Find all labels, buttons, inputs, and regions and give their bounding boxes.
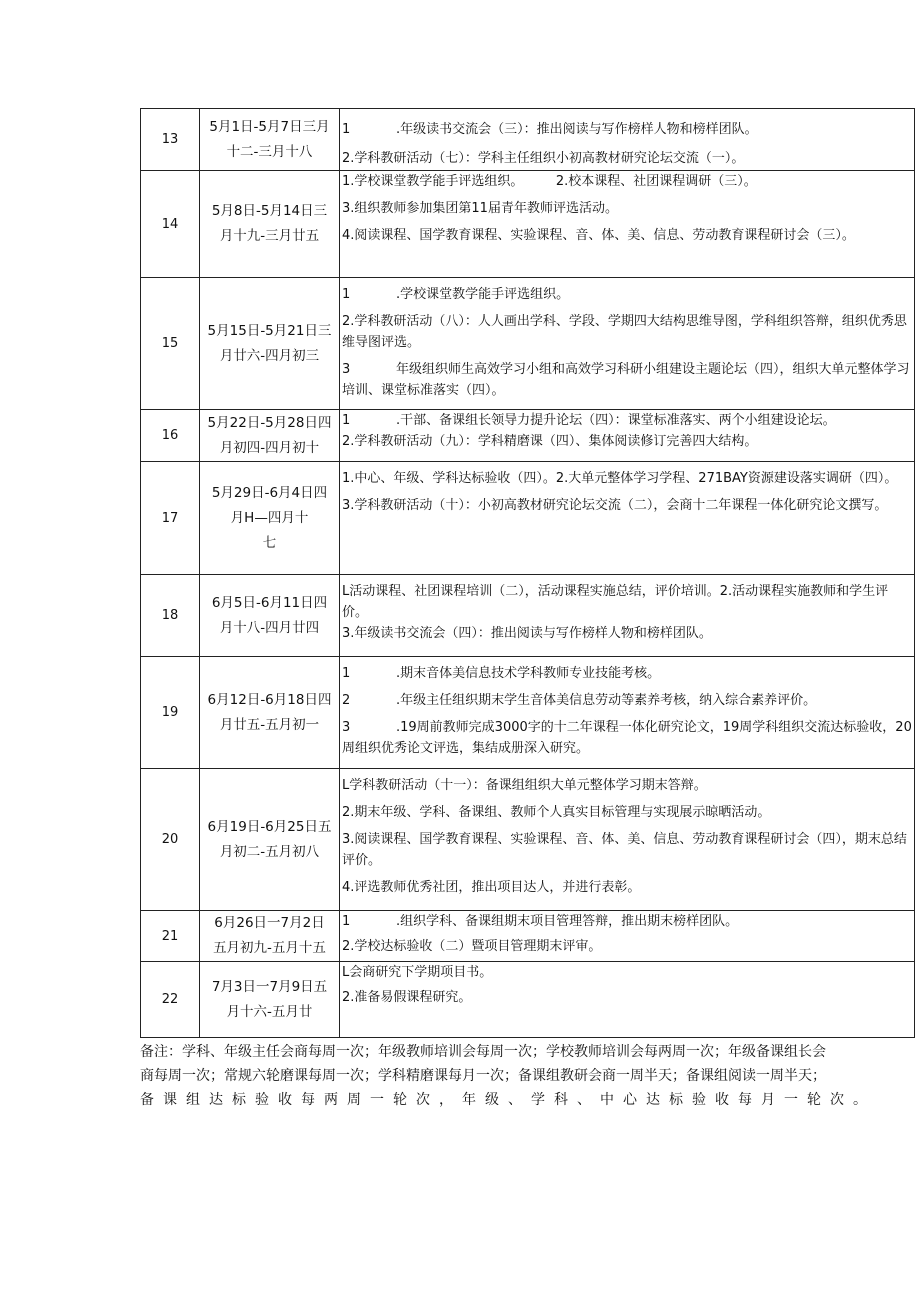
date-range: 5月8日-5月14日三 月十九-三月廿五 <box>200 171 340 278</box>
week-number: 17 <box>141 462 200 575</box>
activity-item: 2.学科教研活动（九）：学科精磨课（四）、集体阅读修订完善四大结构。 <box>342 434 758 449</box>
week-number: 13 <box>141 109 200 171</box>
activity-cell <box>340 410 915 462</box>
activity-item: 4.评选教师优秀社团，推出项目达人，并进行表彰。 <box>342 880 641 895</box>
activity-item: 1 .干部、备课组长领导力提升论坛（四）：课堂标准落实、两个小组建设论坛。 <box>342 413 836 428</box>
week-number: 14 <box>141 171 200 278</box>
week-number: 19 <box>141 657 200 769</box>
remarks-line: 备课组达标验收每两周一轮次，年级、学科、中心达标验收每月一轮次。 <box>140 1092 876 1108</box>
activity-item: 3.学科教研活动（十）：小初高教材研究论坛交流（二），会商十二年课程一体化研究论文撰写。 <box>342 498 888 513</box>
activity-item: 1 .组织学科、备课组期末项目管理答辩，推出期末榜样团队。 <box>342 914 739 929</box>
table-row <box>141 911 915 962</box>
table-row <box>141 462 915 575</box>
activity-item: 1 .学校课堂教学能手评选组织。 <box>342 287 570 302</box>
activity-item: 3.年级读书交流会（四）：推出阅读与写作榜样人物和榜样团队。 <box>342 626 712 641</box>
date-range: 5月22日-5月28日四 月初四-四月初十 <box>200 410 340 462</box>
activity-cell <box>340 278 915 410</box>
table-row <box>141 962 915 1038</box>
remarks <box>140 1040 896 1112</box>
activity-cell <box>340 109 915 171</box>
activity-item: 3.阅读课程、国学教育课程、实验课程、音、体、美、信息、劳动教育课程研讨会（四），期末总结评价。 <box>342 832 907 868</box>
week-number: 20 <box>141 769 200 911</box>
activity-item: 3 .19周前教师完成3000字的十二年课程一体化研究论文，19周学科组织交流达标验收，20周组织优秀论文评选，集结成册深入研究。 <box>342 720 912 756</box>
activity-cell <box>340 657 915 769</box>
table-row <box>141 657 915 769</box>
remarks-line: 备注：学科、年级主任会商每周一次；年级教师培训会每周一次；学校教师培训会每两周一次；年级备课组长会 <box>140 1044 826 1060</box>
remarks-line: 商每周一次；常规六轮磨课每周一次；学科精磨课每月一次；备课组教研会商一周半天；备课组阅读一周半天； <box>140 1068 826 1084</box>
activity-item: 1 .年级读书交流会（三）：推出阅读与写作榜样人物和榜样团队。 <box>342 122 758 137</box>
week-number: 22 <box>141 962 200 1038</box>
table-row <box>141 278 915 410</box>
week-number: 18 <box>141 575 200 657</box>
date-range: 6月12日-6月18日四 月廿五-五月初一 <box>200 657 340 769</box>
table-row <box>141 171 915 278</box>
schedule-table <box>140 108 915 1038</box>
table-row <box>141 575 915 657</box>
date-range: 5月1日-5月7日三月 十二-三月十八 <box>200 109 340 171</box>
date-range: 6月26日一7月2日 五月初九-五月十五 <box>200 911 340 962</box>
activity-item: 4.阅读课程、国学教育课程、实验课程、音、体、美、信息、劳动教育课程研讨会（三）。 <box>342 228 855 243</box>
activity-cell <box>340 171 915 278</box>
date-range: 6月5日-6月11日四 月十八-四月廿四 <box>200 575 340 657</box>
activity-item: 1.中心、年级、学科达标验收（四）。2.大单元整体学习学程、271BAY资源建设落实调研（四）。 <box>342 471 898 486</box>
activity-item: 1.学校课堂教学能手评选组织。 2.校本课程、社团课程调研（三）。 <box>342 174 757 189</box>
activity-item: 3.组织教师参加集团第11届青年教师评选活动。 <box>342 201 618 216</box>
activity-cell <box>340 462 915 575</box>
date-range: 6月19日-6月25日五 月初二-五月初八 <box>200 769 340 911</box>
activity-item: 2.期末年级、学科、备课组、教师个人真实目标管理与实现展示晾晒活动。 <box>342 805 771 820</box>
activity-item: L学科教研活动（十一）：备课组组织大单元整体学习期末答辩。 <box>342 778 707 793</box>
week-number: 21 <box>141 911 200 962</box>
activity-cell <box>340 769 915 911</box>
activity-item: L活动课程、社团课程培训（二），活动课程实施总结，评价培训。2.活动课程实施教师和学生评价。 <box>342 584 889 620</box>
activity-item: 2.学科教研活动（七）：学科主任组织小初高教材研究论坛交流（一）。 <box>342 151 745 166</box>
activity-item: 2 .年级主任组织期末学生音体美信息劳动等素养考核，纳入综合素养评价。 <box>342 693 817 708</box>
activity-cell <box>340 575 915 657</box>
week-number: 15 <box>141 278 200 410</box>
activity-item: L会商研究下学期项目书。 <box>342 965 493 980</box>
date-range: 5月29日-6月4日四 月H—四月十 七 <box>200 462 340 575</box>
activity-cell <box>340 911 915 962</box>
week-number: 16 <box>141 410 200 462</box>
activity-cell <box>340 962 915 1038</box>
date-range: 7月3日一7月9日五 月十六-五月廿 <box>200 962 340 1038</box>
activity-item: 1 .期末音体美信息技术学科教师专业技能考核。 <box>342 666 661 681</box>
activity-item: 3 年级组织师生高效学习小组和高效学习科研小组建设主题论坛（四），组织大单元整体学习培训、课堂标准落实（四）。 <box>342 362 910 398</box>
table-row <box>141 109 915 171</box>
activity-item: 2.准备易假课程研究。 <box>342 990 472 1005</box>
table-row <box>141 769 915 911</box>
table-row <box>141 410 915 462</box>
activity-item: 2.学校达标验收（二）暨项目管理期末评审。 <box>342 939 602 954</box>
date-range: 5月15日-5月21日三 月廿六-四月初三 <box>200 278 340 410</box>
activity-item: 2.学科教研活动（八）：人人画出学科、学段、学期四大结构思维导图，学科组织答辩，组织优秀思维导图评选。 <box>342 314 907 350</box>
